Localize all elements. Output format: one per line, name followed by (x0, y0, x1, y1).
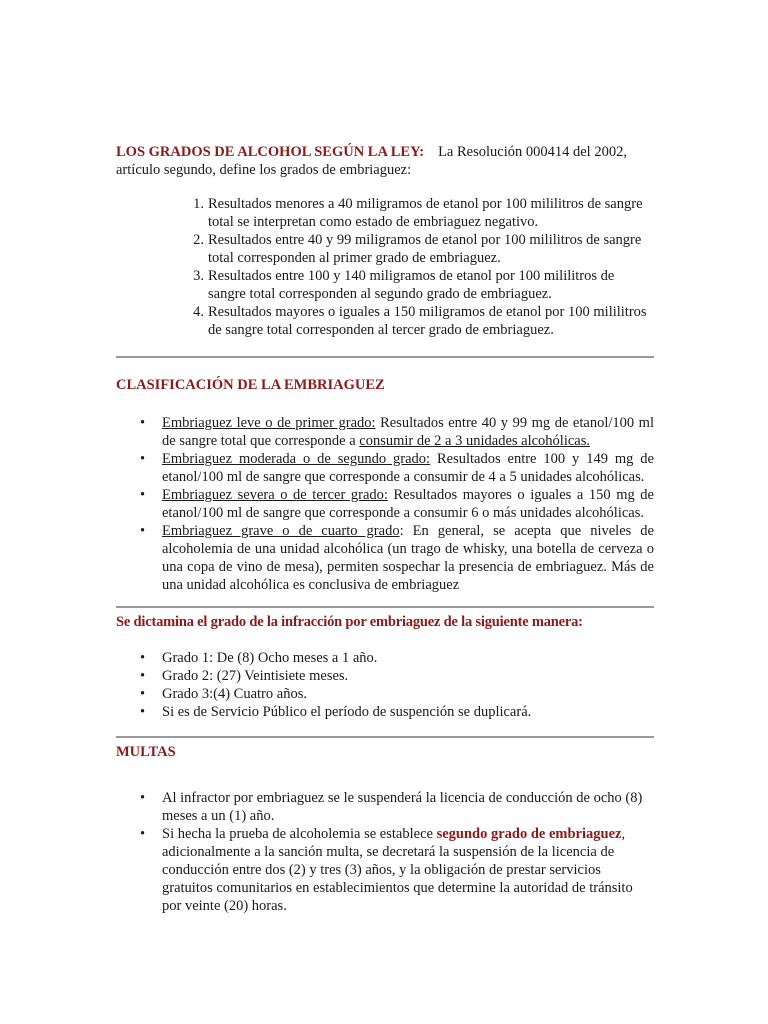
bullet-icon: • (140, 686, 146, 702)
list-item-text: Resultados entre 40 y 99 miligramos de etanol por 100 mililitros de sangre total corresponden al primer grado de embriaguez. (208, 232, 642, 266)
list-item-text: Resultados entre 100 y 140 miligramos de etanol por 100 mililitros de sangre total corresponden al segundo grado de embriaguez. (208, 268, 615, 302)
item-text: Grado 3:(4) Cuatro años. (162, 686, 307, 702)
bullet-icon: • (140, 826, 146, 842)
item-text: Resultados entre 40 y 99 mg de etanol/100 ml de sangre total que corresponde a (162, 415, 654, 449)
list-item-text: Resultados mayores o iguales a 150 miligramos de etanol por 100 mililitros de sangre total corresponden al tercer grado de embriaguez. (208, 304, 647, 338)
clasificacion-item (140, 450, 654, 486)
bullet-icon: • (140, 487, 146, 503)
item-text: Si es de Servicio Público el período de suspención se duplicará. (162, 704, 532, 720)
bullet-icon: • (140, 523, 146, 539)
bullet-icon: • (140, 415, 146, 431)
dictamen-item (140, 703, 654, 721)
grades-list-item (193, 267, 654, 303)
multas-item (140, 825, 654, 915)
item-text: Al infractor por embriaguez se le suspenderá la licencia de conducción de ocho (8) meses a un (1) año. (162, 790, 643, 824)
dictamen-title: Se dictamina el grado de la infracción por embriaguez de la siguiente manera: (116, 614, 583, 630)
item-label: Embriaguez severa o de tercer grado: (162, 487, 388, 503)
item-label: Embriaguez grave o de cuarto grado (162, 523, 400, 539)
item-underlined-text: consumir de 2 a 3 unidades alcohólicas. (359, 433, 591, 449)
dictamen-list (116, 649, 654, 721)
item-text: Grado 2: (27) Veintisiete meses. (162, 668, 349, 684)
intro-paragraph (116, 143, 654, 179)
document-page (116, 143, 654, 915)
dictamen-item (140, 685, 654, 703)
list-item-text: Resultados menores a 40 miligramos de etanol por 100 mililitros de sangre total se interpretan como estado de embriaguez negativo. (208, 196, 643, 230)
dictamen-item (140, 649, 654, 667)
section-divider (116, 606, 654, 608)
grades-list (116, 195, 654, 339)
clasificacion-item (140, 522, 654, 594)
item-text: : En general, se acepta que niveles de alcoholemia de una unidad alcohólica (un trago de whisky, una botella de cerveza o una copa de vino de mesa), permiten sospechar la presencia de embriaguez. Más de una unidad alcohólica es conclusiva de embriaguez (162, 523, 654, 593)
item-text: Resultados mayores o iguales a 150 mg de etanol/100 ml de sangre que corresponde a consumir 6 o más unidades alcohólicas. (162, 487, 654, 521)
item-text: Si hecha la prueba de alcoholemia se establece (162, 826, 437, 842)
clasificacion-title: CLASIFICACIÓN DE LA EMBRIAGUEZ (116, 377, 385, 393)
multas-title: MULTAS (116, 744, 176, 760)
grades-list-item (193, 195, 654, 231)
multas-item (140, 789, 654, 825)
item-emphasis: segundo grado de embriaguez (436, 826, 622, 842)
item-label: Embriaguez moderada o de segundo grado: (162, 451, 431, 467)
grades-list-item (193, 231, 654, 267)
dictamen-item (140, 667, 654, 685)
list-number: 4. (193, 304, 204, 320)
section-divider (116, 356, 654, 358)
item-text: , adicionalmente a la sanción multa, se decretará la suspensión de la licencia de conducción entre dos (2) y tres (3) años, y la obligación de prestar servicios gratuitos comunitarios en establecimientos que determine la autoridad de tránsito por veinte (20) horas. (162, 826, 633, 914)
clasificacion-list (116, 414, 654, 594)
bullet-icon: • (140, 650, 146, 666)
item-text: Grado 1: De (8) Ocho meses a 1 año. (162, 650, 378, 666)
bullet-icon: • (140, 668, 146, 684)
item-label: Embriaguez leve o de primer grado: (162, 415, 376, 431)
grades-list-item (193, 303, 654, 339)
clasificacion-item (140, 414, 654, 450)
intro-text: La Resolución 000414 del 2002, artículo segundo, define los grados de embriaguez: (116, 144, 627, 178)
intro-title: LOS GRADOS DE ALCOHOL SEGÚN LA LEY: (116, 144, 425, 160)
list-number: 1. (193, 196, 204, 212)
bullet-icon: • (140, 704, 146, 720)
list-number: 3. (193, 268, 204, 284)
clasificacion-item (140, 486, 654, 522)
list-number: 2. (193, 232, 204, 248)
bullet-icon: • (140, 790, 146, 806)
multas-list (116, 789, 654, 915)
item-text: Resultados entre 100 y 149 mg de etanol/100 ml de sangre que corresponde a consumir de 4 a 5 unidades alcohólicas. (162, 451, 654, 485)
bullet-icon: • (140, 451, 146, 467)
section-divider (116, 736, 654, 738)
